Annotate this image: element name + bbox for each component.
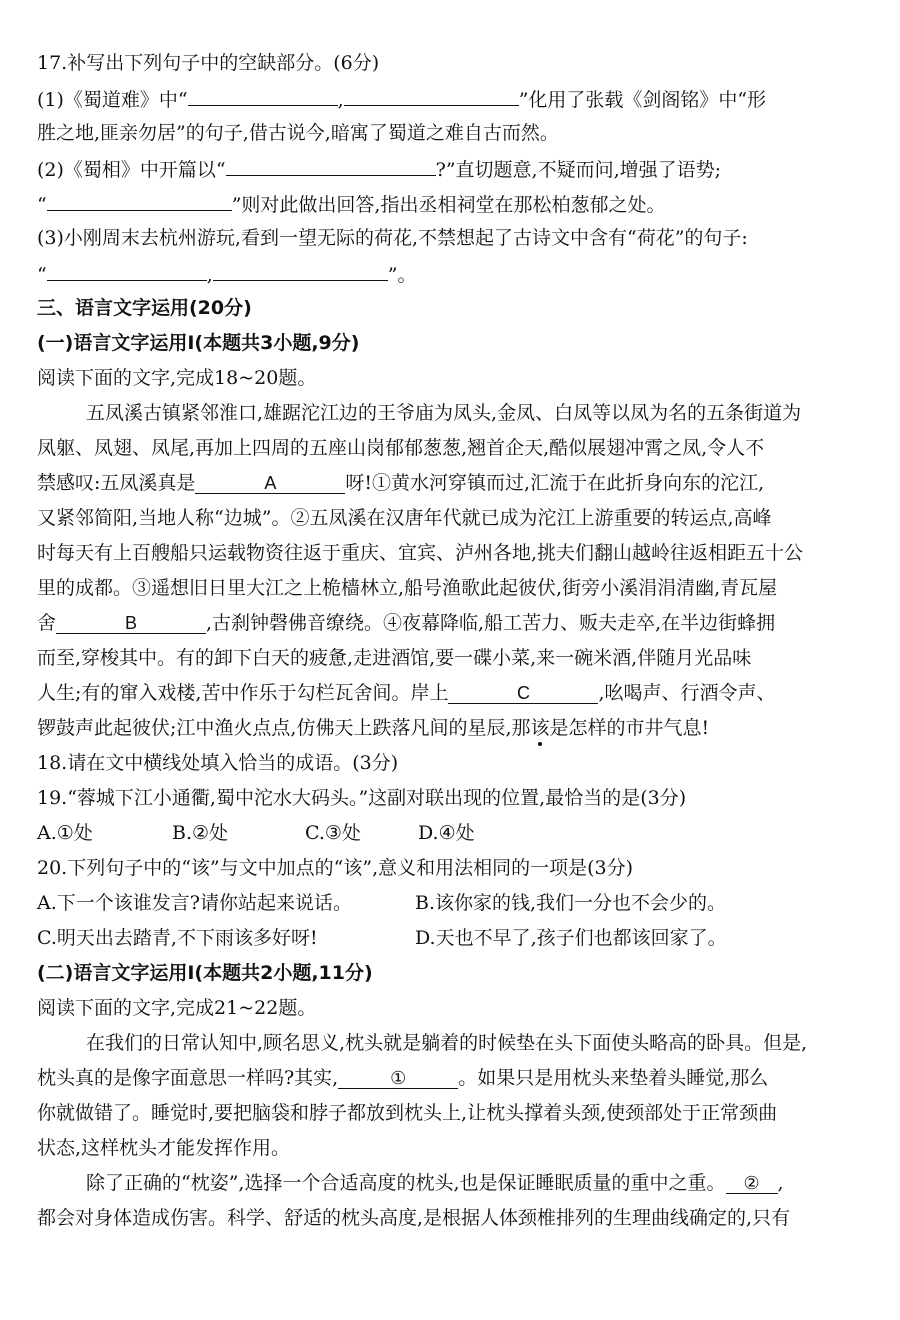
fill-blank[interactable] — [47, 261, 207, 281]
passage1-line: 凤躯、凤翅、凤尾,再加上四周的五座山岗郁郁葱葱,翘首企天,酷似展翅冲霄之凤,令人不 — [37, 437, 765, 459]
blank-b[interactable]: B — [56, 614, 206, 634]
q17-part2-line2: “ ”则对此做出回答,指出丞相祠堂在那松柏葱郁之处。 — [37, 191, 900, 217]
passage2-line: 都会对身体造成伤害。科学、舒适的枕头高度,是根据人体颈椎排列的生理曲线确定的,只有 — [37, 1207, 791, 1229]
fill-blank[interactable] — [213, 261, 388, 281]
subsection-2-heading: (二)语言文字运用Ⅰ(本题共2小题,11分) — [37, 962, 373, 984]
passage1-line: 时每天有上百艘船只运载物资往返于重庆、宜宾、泸州各地,挑夫们翻山越岭往返相距五十公 — [37, 542, 804, 564]
blank-a[interactable]: A — [195, 474, 345, 494]
passage2-line: 在我们的日常认知中,顾名思义,枕头就是躺着的时候垫在头下面使头略高的卧具。但是, — [86, 1032, 808, 1054]
blank-2[interactable]: ② — [726, 1174, 778, 1194]
q20-option-a[interactable]: A.下一个该谁发言?请你站起来说话。 — [37, 892, 352, 914]
q20-options-ab — [37, 891, 900, 915]
passage1-line: 禁感叹:五凤溪真是 A 呀!①黄水河穿镇而过,汇流于在此折身向东的沱江, — [37, 472, 765, 494]
q17-part3-line2: “ , ”。 — [37, 261, 900, 287]
q17-title: 17.补写出下列句子中的空缺部分。(6分) — [37, 52, 380, 74]
fill-blank[interactable] — [47, 191, 232, 211]
q17-part3-line1: (3)小刚周末去杭州游玩,看到一望无际的荷花,不禁想起了古诗文中含有“荷花”的句子: — [37, 227, 748, 249]
q20-option-d[interactable]: D.天也不早了,孩子们也都该回家了。 — [415, 927, 727, 949]
q17-part1-line2: 胜之地,匪亲勿居”的句子,借古说今,暗寓了蜀道之难自古而然。 — [37, 122, 559, 144]
q18: 18.请在文中横线处填入恰当的成语。(3分) — [37, 752, 399, 774]
passage1-line: 人生;有的窜入戏楼,苦中作乐于勾栏瓦舍间。岸上 C ,吆喝声、行酒令声、 — [37, 682, 776, 704]
passage2-line: 枕头真的是像字面意思一样吗?其实, ① 。如果只是用枕头来垫着头睡觉,那么 — [37, 1067, 769, 1089]
passage1-line: 而至,穿梭其中。有的卸下白天的疲惫,走进酒馆,要一碟小菜,来一碗米酒,伴随月光品味 — [37, 647, 752, 669]
q19-option-a[interactable]: A.①处 — [37, 822, 93, 844]
blank-c[interactable]: C — [448, 684, 598, 704]
q17-part2-line1: (2)《蜀相》中开篇以“ ?”直切题意,不疑而问,增强了语势; — [37, 156, 900, 182]
section-3-heading: 三、语言文字运用(20分) — [37, 297, 252, 319]
reading-instruction-1: 阅读下面的文字,完成18~20题。 — [37, 367, 317, 389]
passage1-line: 舍 B ,古刹钟磬佛音缭绕。④夜幕降临,船工苦力、贩夫走卒,在半边街蜂拥 — [37, 612, 776, 634]
q20-options-cd — [37, 926, 900, 950]
passage2-line: 你就做错了。睡觉时,要把脑袋和脖子都放到枕头上,让枕头撑着头颈,使颈部处于正常颈曲 — [37, 1102, 778, 1124]
passage1-line: 五凤溪古镇紧邻淮口,雄踞沱江边的王爷庙为凤头,金凤、白凤等以凤为名的五条街道为 — [86, 402, 802, 424]
passage1-line: 又紧邻简阳,当地人称“边城”。②五凤溪在汉唐年代就已成为沱江上游重要的转运点,高峰 — [37, 507, 772, 529]
q19-option-d[interactable]: D.④处 — [418, 822, 475, 844]
q19-options — [37, 821, 900, 845]
reading-instruction-2: 阅读下面的文字,完成21~22题。 — [37, 997, 317, 1019]
passage1-line: 里的成都。③遥想旧日里大江之上桅樯林立,船号渔歌此起彼伏,街旁小溪涓涓清幽,青瓦屋 — [37, 577, 778, 599]
passage1-line: 锣鼓声此起彼伏;江中渔火点点,仿佛天上跌落凡间的星辰,那该是怎样的市井气息! — [37, 717, 710, 739]
q19-stem: 19.“蓉城下江小通衢,蜀中沱水大码头。”这副对联出现的位置,最恰当的是(3分) — [37, 787, 687, 809]
q20-option-b[interactable]: B.该你家的钱,我们一分也不会少的。 — [415, 892, 727, 914]
q19-option-b[interactable]: B.②处 — [172, 822, 229, 844]
passage2-line: 除了正确的“枕姿”,选择一个合适高度的枕头,也是保证睡眠质量的重中之重。 ② , — [86, 1172, 784, 1194]
q20-option-c[interactable]: C.明天出去踏青,不下雨该多好呀! — [37, 927, 318, 949]
q19-option-c[interactable]: C.③处 — [305, 822, 361, 844]
fill-blank[interactable] — [188, 86, 338, 106]
q20-stem: 20.下列句子中的“该”与文中加点的“该”,意义和用法相同的一项是(3分) — [37, 857, 634, 879]
fill-blank[interactable] — [226, 156, 436, 176]
passage2-line: 状态,这样枕头才能发挥作用。 — [37, 1137, 291, 1159]
q17-part1-line1: (1)《蜀道难》中“ , ”化用了张载《剑阁铭》中“形 — [37, 86, 900, 112]
fill-blank[interactable] — [344, 86, 519, 106]
blank-1[interactable]: ① — [338, 1069, 458, 1089]
subsection-1-heading: (一)语言文字运用Ⅰ(本题共3小题,9分) — [37, 332, 360, 354]
dotted-character: 该 — [530, 717, 550, 739]
